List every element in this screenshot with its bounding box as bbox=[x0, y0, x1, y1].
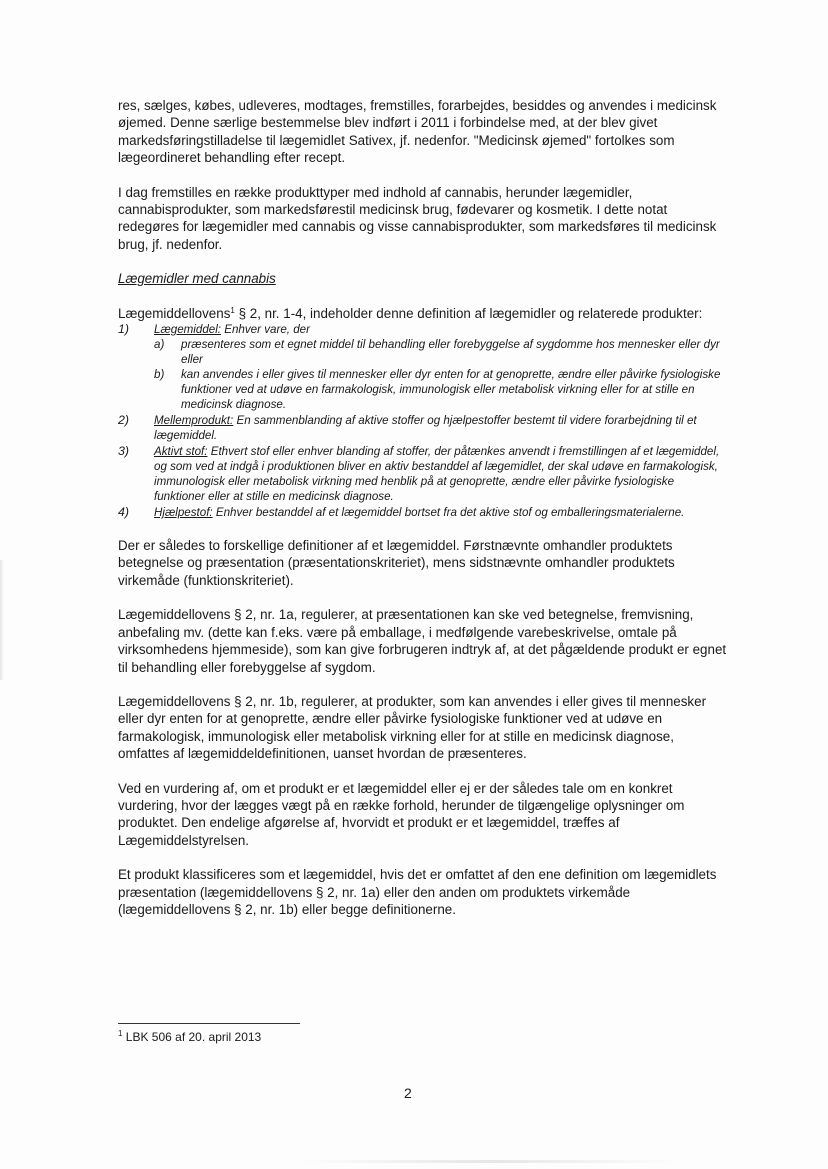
item-number: 3) bbox=[118, 444, 130, 459]
paragraph: Lægemiddellovens § 2, nr. 1b, regulerer, at produkter, som kan anvendes i eller gives til mennesker eller dyr enten for at genoprette, ændre eller påvirke fysiologiske funktioner ved at udøve en farmakologisk, immunologisk eller metabolisk virkning eller for at stille en medicinsk diagnose, omfattes af lægemiddeldefinitionen, uanset hvordan de præsenteres. bbox=[118, 693, 707, 762]
definition-text: Enhver bestanddel af et lægemiddel bortset fra det aktive stof og emballeringsmaterialerne. bbox=[212, 506, 685, 520]
definition-text: Ethvert stof eller enhver blanding af stoffer, der påtænkes anvendt i fremstillingen af et lægemiddel, og som ved at indgå i produktionen bliver en aktiv bestanddel af lægemidlet, der skal udøve en farmakologisk, immunologisk eller metabolisk virkning med henblik på at genoprette, ændre eller påvirke fysiologiske funktioner eller at stille en medicinsk diagnose. bbox=[154, 445, 720, 504]
paragraph-intro bbox=[118, 305, 728, 322]
paragraph: Der er således to forskellige definitioner af et lægemiddel. Førstnævnte omhandler produktets betegnelse og præsentation (præsentationskriteriet), mens sidstnævnte omhandler produktets virkemåde (funktionskriteriet). bbox=[118, 538, 675, 588]
definition-term: Hjælpestof: bbox=[154, 506, 213, 520]
item-number: 1) bbox=[118, 322, 130, 337]
definition-item bbox=[118, 413, 728, 443]
footnote-marker: 1 bbox=[118, 1029, 123, 1038]
definition-sublist bbox=[154, 337, 728, 412]
document-body bbox=[118, 97, 728, 935]
definition-item bbox=[118, 505, 728, 520]
item-number: 2) bbox=[118, 413, 130, 428]
sub-item-letter: b) bbox=[154, 368, 165, 382]
sub-item-letter: a) bbox=[154, 338, 165, 352]
definition-text: Enhver vare, der bbox=[221, 323, 310, 337]
sub-item-text: kan anvendes i eller gives til mennesker eller dyr enten for at genoprette, ændre eller påvirke fysiologiske funktioner ved at udøve en farmakologisk, immunologisk eller metabolisk virkning eller for at stille en medicinsk diagnose. bbox=[181, 368, 721, 412]
paragraph: Et produkt klassificeres som et lægemiddel, hvis det er omfattet af den ene definition om lægemidlets præsentation (lægemiddellovens § 2, nr. 1a) eller den anden om produktets virkemåde (lægemiddellovens § 2, nr. 1b) eller begge definitionerne. bbox=[118, 867, 717, 917]
scan-shadow-bottom bbox=[300, 1160, 680, 1163]
footnote-reference: 1 bbox=[230, 305, 235, 315]
definition-list bbox=[118, 322, 728, 520]
intro-text-end: § 2, nr. 1-4, indeholder denne definition af lægemidler og relaterede produkter: bbox=[234, 305, 703, 321]
footnote-divider bbox=[118, 1023, 300, 1024]
sub-item bbox=[154, 337, 728, 367]
footnote bbox=[118, 1030, 261, 1045]
definition-text: En sammenblanding af aktive stoffer og hjælpestoffer bestemt til videre forarbejdning til et lægemiddel. bbox=[154, 414, 697, 443]
sub-item bbox=[154, 367, 728, 412]
definition-term: Lægemiddel: bbox=[154, 323, 222, 337]
definition-item bbox=[118, 322, 728, 412]
definition-term: Mellemprodukt: bbox=[154, 414, 234, 428]
definition-item bbox=[118, 444, 728, 504]
paragraph: Ved en vurdering af, om et produkt er et lægemiddel eller ej er der således tale om en konkret vurdering, hvor der lægges vægt på en række forhold, herunder de tilgængelige oplysninger om produktet. Den endelige afgørelse af, hvorvidt et produkt er et lægemiddel, træffes af Lægemiddelstyrelsen. bbox=[118, 780, 685, 848]
intro-text-start: Lægemiddellovens bbox=[118, 305, 231, 321]
page-number: 2 bbox=[404, 1085, 412, 1101]
section-heading: Lægemidler med cannabis bbox=[118, 271, 276, 287]
scan-shadow bbox=[0, 560, 4, 680]
paragraph: I dag fremstilles en række produkttyper med indhold af cannabis, herunder lægemidler, cannabisprodukter, som markedsførestil medicinsk brug, fødevarer og kosmetik. I dette notat redegøres for lægemidler med cannabis og visse cannabisprodukter, som markedsføres til medicinsk brug, jf. nedenfor. bbox=[118, 184, 717, 252]
definition-term: Aktivt stof: bbox=[154, 445, 208, 459]
paragraph: res, sælges, købes, udleveres, modtages, fremstilles, forarbejdes, besiddes og anvendes i medicinsk øjemed. Denne særlige bestemmelse blev indført i 2011 i forbindelse med, at der blev givet markedsføringstilladelse til lægemidlet Sativex, jf. nedenfor. "Medicinsk øjemed" fortolkes som lægeordineret behandling efter recept. bbox=[118, 98, 717, 166]
paragraph: Lægemiddellovens § 2, nr. 1a, regulerer, at præsentationen kan ske ved betegnelse, fremvisning, anbefaling mv. (dette kan f.eks. være på emballage, i medfølgende varebeskrivelse, omtale på virksomhedens hjemmeside), som kan give forbrugeren indtryk af, at det pågældende produkt er egnet til behandling eller forebyggelse af sygdom. bbox=[118, 607, 727, 675]
item-number: 4) bbox=[118, 505, 130, 520]
footnote-text: LBK 506 af 20. april 2013 bbox=[122, 1030, 262, 1044]
sub-item-text: præsenteres som et egnet middel til behandling eller forebyggelse af sygdomme hos mennesker eller dyr eller bbox=[181, 338, 720, 367]
